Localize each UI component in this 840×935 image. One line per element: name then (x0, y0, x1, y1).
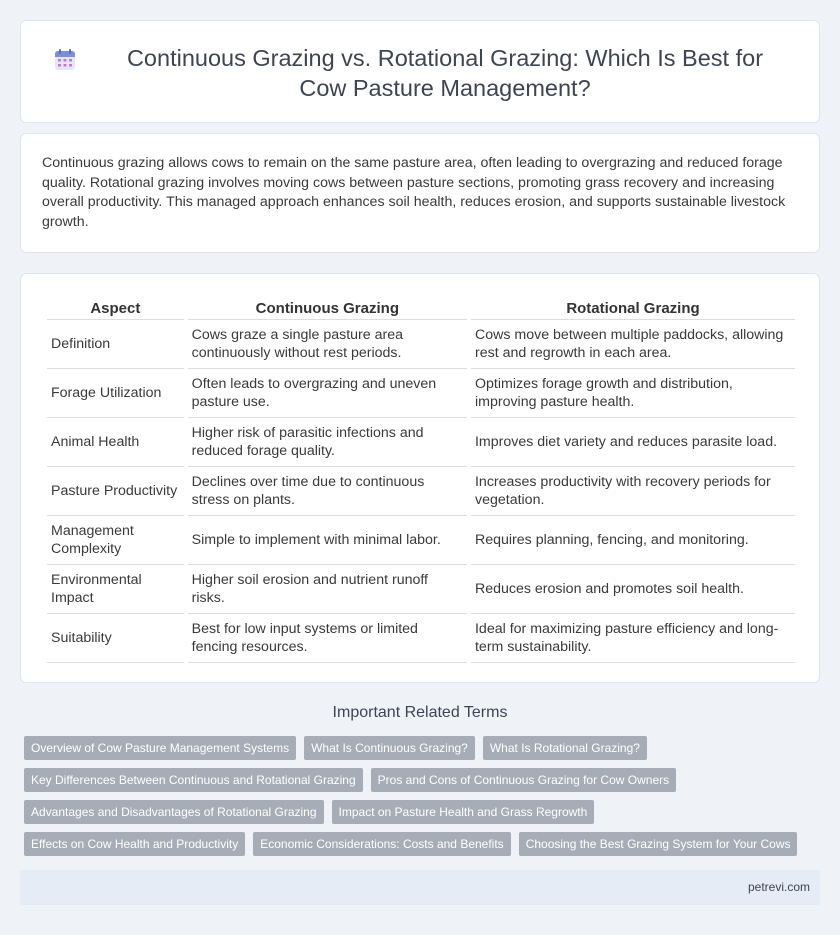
related-term-tag[interactable]: What Is Continuous Grazing? (304, 736, 475, 760)
aspect-cell: Forage Utilization (47, 369, 184, 418)
table-row (47, 320, 795, 369)
header-card (20, 20, 820, 123)
header-rotational: Rotational Grazing (471, 296, 795, 320)
continuous-cell: Cows graze a single pasture area continuously without rest periods. (188, 320, 467, 369)
rotational-cell: Requires planning, fencing, and monitoring. (471, 516, 795, 565)
continuous-cell: Higher risk of parasitic infections and reduced forage quality. (188, 418, 467, 467)
table-row (47, 369, 795, 418)
aspect-cell: Environmental Impact (47, 565, 184, 614)
rotational-cell: Improves diet variety and reduces parasite load. (471, 418, 795, 467)
site-name[interactable]: petrevi.com (747, 880, 810, 894)
comparison-table (43, 296, 799, 663)
aspect-cell: Suitability (47, 614, 184, 663)
related-term-tag[interactable]: Choosing the Best Grazing System for Your Cows (519, 832, 798, 856)
rotational-cell: Increases productivity with recovery periods for vegetation. (471, 467, 795, 516)
related-term-tag[interactable]: Key Differences Between Continuous and Rotational Grazing (24, 768, 363, 792)
aspect-cell: Animal Health (47, 418, 184, 467)
related-term-tag[interactable]: What Is Rotational Grazing? (483, 736, 647, 760)
continuous-cell: Often leads to overgrazing and uneven pasture use. (188, 369, 467, 418)
table-row (47, 516, 795, 565)
aspect-cell: Definition (47, 320, 184, 369)
rotational-cell: Ideal for maximizing pasture efficiency and long-term sustainability. (471, 614, 795, 663)
footer (20, 870, 820, 905)
related-term-tag[interactable]: Overview of Cow Pasture Management Systems (24, 736, 296, 760)
table-row (47, 467, 795, 516)
related-terms-title: Important Related Terms (332, 704, 508, 721)
table-row (47, 418, 795, 467)
continuous-cell: Declines over time due to continuous stress on plants. (188, 467, 467, 516)
tag-row (24, 736, 824, 760)
aspect-cell: Management Complexity (47, 516, 184, 565)
related-term-tag[interactable]: Advantages and Disadvantages of Rotational Grazing (24, 800, 324, 824)
rotational-cell: Optimizes forage growth and distribution, improving pasture health. (471, 369, 795, 418)
continuous-cell: Simple to implement with minimal labor. (188, 516, 467, 565)
related-terms-list (24, 736, 824, 864)
tag-row (24, 832, 824, 856)
related-term-tag[interactable]: Impact on Pasture Health and Grass Regrowth (332, 800, 595, 824)
tag-row (24, 768, 824, 792)
related-term-tag[interactable]: Pros and Cons of Continuous Grazing for Cow Owners (371, 768, 676, 792)
intro-paragraph: Continuous grazing allows cows to remain on the same pasture area, often leading to overgrazing and reduced forage quality. Rotational grazing involves moving cows between pasture sections, promoting grass recovery and increasing overall productivity. This managed approach enhances soil health, reduces erosion, and supports sustainable livestock growth. (42, 155, 786, 230)
related-term-tag[interactable]: Economic Considerations: Costs and Benefits (253, 832, 510, 856)
rotational-cell: Cows move between multiple paddocks, allowing rest and regrowth in each area. (471, 320, 795, 369)
table-row (47, 565, 795, 614)
header-continuous: Continuous Grazing (188, 296, 467, 320)
page-title: Continuous Grazing vs. Rotational Grazing: Which Is Best for Cow Pasture Management? (126, 45, 764, 101)
table-header-row (47, 296, 795, 320)
tag-row (24, 800, 824, 824)
aspect-cell: Pasture Productivity (47, 467, 184, 516)
intro-card (20, 133, 820, 253)
continuous-cell: Best for low input systems or limited fencing resources. (188, 614, 467, 663)
comparison-card (20, 273, 820, 683)
table-row (47, 614, 795, 663)
related-term-tag[interactable]: Effects on Cow Health and Productivity (24, 832, 245, 856)
rotational-cell: Reduces erosion and promotes soil health. (471, 565, 795, 614)
continuous-cell: Higher soil erosion and nutrient runoff risks. (188, 565, 467, 614)
header-aspect: Aspect (47, 296, 184, 320)
